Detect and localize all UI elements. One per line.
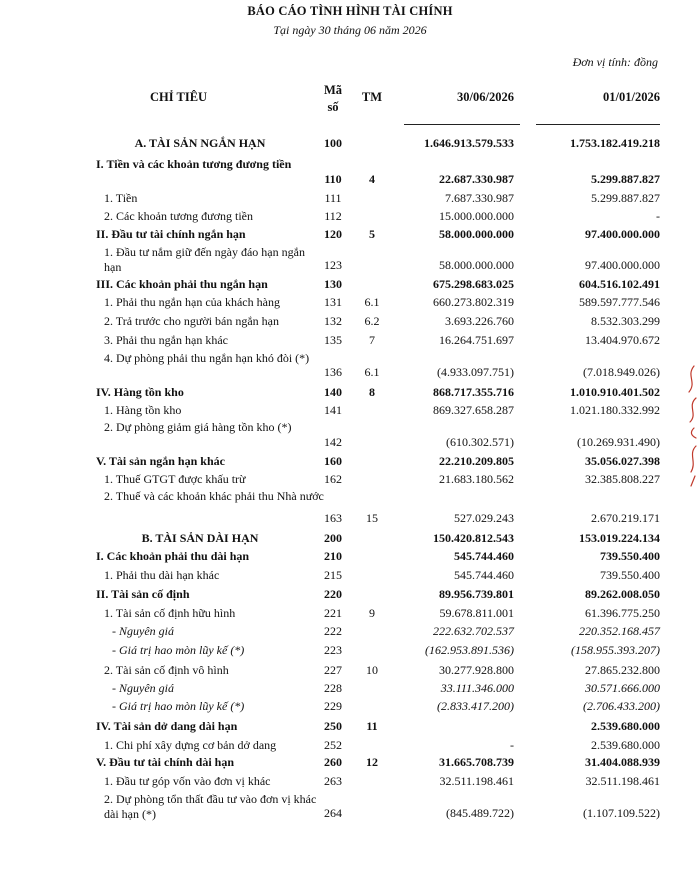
table-row	[0, 130, 700, 156]
table-row	[0, 585, 700, 604]
table-row	[0, 639, 700, 661]
header-code-line2: số	[327, 100, 339, 114]
row-indicator: 1. Hàng tồn kho	[104, 403, 182, 417]
row-code: 221	[324, 606, 342, 620]
row-code: 142	[324, 435, 342, 449]
table-row	[0, 680, 700, 697]
row-value-current: 21.683.180.562	[439, 472, 514, 486]
row-code: 222	[324, 624, 342, 638]
row-value-prior: 220.352.168.457	[579, 624, 660, 638]
row-value-current: 22.687.330.987	[439, 172, 514, 186]
row-value-prior: 89.262.008.050	[585, 587, 660, 601]
table-row	[0, 275, 700, 293]
row-code: 123	[324, 258, 342, 272]
header-underline-current	[404, 124, 520, 125]
row-code: 110	[324, 172, 342, 186]
table-row	[0, 312, 700, 331]
row-code: 140	[324, 385, 342, 399]
row-indicator: 4. Dự phòng phải thu ngắn hạn khó đòi (*)	[104, 351, 310, 365]
row-value-current: (610.302.571)	[446, 435, 514, 449]
row-value-current: 89.956.739.801	[439, 587, 514, 601]
row-value-prior: (2.706.433.200)	[583, 699, 660, 713]
row-value-current: -	[510, 738, 514, 752]
row-indicator: V. Đầu tư tài chính dài hạn	[96, 755, 235, 769]
row-value-current: 30.277.928.800	[439, 663, 514, 677]
row-code: 160	[324, 454, 342, 468]
row-value-current: 15.000.000.000	[439, 209, 514, 223]
header-code	[318, 82, 348, 116]
row-code: 215	[324, 568, 342, 582]
row-indicator: I. Các khoản phải thu dài hạn	[96, 549, 250, 563]
table-row	[0, 488, 700, 528]
row-note: 4	[369, 172, 375, 186]
table-row	[0, 419, 700, 452]
row-value-current: 868.717.355.716	[433, 385, 514, 399]
row-indicator: - Giá trị hao mòn lũy kế (*)	[112, 643, 245, 657]
row-note: 9	[369, 606, 375, 620]
row-value-prior: 27.865.232.800	[585, 663, 660, 677]
row-code: 223	[324, 643, 342, 657]
row-indicator: 1. Đầu tư góp vốn vào đơn vị khác	[104, 774, 271, 788]
table-row	[0, 754, 700, 771]
row-note: 7	[369, 333, 375, 347]
row-value-prior: 32.385.808.227	[585, 472, 660, 486]
row-value-prior: 739.550.400	[600, 549, 660, 563]
row-value-current: 3.693.226.760	[445, 314, 514, 328]
row-value-prior: 13.404.970.672	[585, 333, 660, 347]
row-code: 260	[324, 755, 342, 769]
row-value-prior: (1.107.109.522)	[583, 806, 660, 820]
row-note: 10	[366, 663, 378, 677]
row-indicator: 1. Phải thu dài hạn khác	[104, 568, 220, 582]
row-note: 6.1	[364, 365, 380, 379]
row-indicator: 2. Trả trước cho người bán ngắn hạn	[104, 314, 280, 328]
row-indicator: I. Tiền và các khoản tương đương tiền	[96, 157, 292, 171]
row-value-current: 32.511.198.461	[439, 774, 514, 788]
table-row	[0, 244, 700, 275]
row-value-prior: 31.404.088.939	[585, 755, 660, 769]
row-value-prior: (7.018.949.026)	[583, 365, 660, 379]
row-value-prior: 2.670.219.171	[591, 511, 660, 525]
row-indicator: 1. Đầu tư nắm giữ đến ngày đáo hạn ngắn hạn	[104, 245, 305, 274]
row-code: 100	[324, 136, 342, 150]
header-period-end: 30/06/2026	[457, 90, 514, 104]
row-value-current: 527.029.243	[454, 511, 514, 525]
row-indicator: II. Đầu tư tài chính ngắn hạn	[96, 227, 246, 241]
row-value-current: 675.298.683.025	[433, 277, 514, 291]
row-indicator: A. TÀI SẢN NGẮN HẠN	[134, 136, 266, 150]
row-value-current: 222.632.702.537	[433, 624, 514, 638]
row-value-prior: 61.396.775.250	[585, 606, 660, 620]
row-indicator: II. Tài sản cố định	[96, 587, 190, 601]
row-indicator: 3. Phải thu ngắn hạn khác	[104, 333, 228, 347]
header-code-line1: Mã	[323, 83, 343, 97]
table-row	[0, 737, 700, 754]
row-indicator: 1. Thuế GTGT được khấu trừ	[104, 472, 246, 486]
row-code: 131	[324, 295, 342, 309]
row-value-current: 869.327.658.287	[433, 403, 514, 417]
row-value-current: (2.833.417.200)	[437, 699, 514, 713]
table-row	[0, 697, 700, 716]
row-code: 200	[324, 531, 342, 545]
row-value-current: 31.665.708.739	[439, 755, 514, 769]
row-code: 135	[324, 333, 342, 347]
row-value-prior: 589.597.777.546	[579, 295, 660, 309]
row-note: 8	[369, 385, 375, 399]
row-value-current: 150.420.812.543	[433, 531, 514, 545]
row-value-prior: 32.511.198.461	[585, 774, 660, 788]
row-value-current: 16.264.751.697	[439, 333, 514, 347]
table-row	[0, 604, 700, 623]
table-row	[0, 565, 700, 585]
table-row	[0, 661, 700, 680]
row-value-prior: 739.550.400	[600, 568, 660, 582]
table-row	[0, 771, 700, 791]
table-row	[0, 331, 700, 350]
row-value-prior: 1.021.180.332.992	[570, 403, 660, 417]
row-indicator: - Nguyên giá	[112, 624, 174, 638]
row-indicator: IV. Tài sản dở dang dài hạn	[96, 719, 238, 733]
row-indicator: 2. Thuế và các khoản khác phải thu Nhà nước	[104, 489, 324, 503]
row-value-prior: (10.269.931.490)	[577, 435, 660, 449]
header-underline-prior	[536, 124, 660, 125]
row-indicator: 1. Tiền	[104, 191, 138, 205]
row-value-prior: 30.571.666.000	[585, 681, 660, 695]
row-indicator: - Giá trị hao mòn lũy kế (*)	[112, 699, 245, 713]
table-row	[0, 293, 700, 312]
currency-unit: Đơn vị tính: đồng	[572, 55, 658, 69]
row-indicator: - Nguyên giá	[112, 681, 174, 695]
row-value-prior: 1.753.182.419.218	[570, 136, 660, 150]
table-row	[0, 382, 700, 402]
row-code: 220	[324, 587, 342, 601]
row-value-current: (4.933.097.751)	[437, 365, 514, 379]
row-note: 5	[369, 227, 375, 241]
row-value-prior: 604.516.102.491	[579, 277, 660, 291]
row-code: 252	[324, 738, 342, 752]
row-value-prior: 97.400.000.000	[585, 258, 660, 272]
table-header	[0, 82, 700, 124]
row-note: 6.2	[364, 314, 380, 328]
row-value-prior: 2.539.680.000	[591, 719, 660, 733]
table-row	[0, 528, 700, 548]
row-code: 228	[324, 681, 342, 695]
table-row	[0, 350, 700, 382]
balance-sheet-rows	[0, 130, 700, 823]
row-indicator: IV. Hàng tồn kho	[96, 385, 184, 399]
row-value-current: 7.687.330.987	[445, 191, 514, 205]
row-value-prior: 153.019.224.134	[579, 531, 660, 545]
row-value-current: 545.744.460	[454, 568, 514, 582]
row-indicator: 2. Các khoản tương đương tiền	[104, 209, 254, 223]
row-indicator: B. TÀI SẢN DÀI HẠN	[141, 531, 259, 545]
row-value-prior: 97.400.000.000	[585, 227, 660, 241]
row-code: 264	[324, 806, 342, 820]
row-code: 132	[324, 314, 342, 328]
row-code: 162	[324, 472, 342, 486]
row-code: 250	[324, 719, 342, 733]
table-row	[0, 716, 700, 737]
report-date: Tại ngày 30 tháng 06 năm 2026	[273, 23, 427, 37]
row-value-prior: (158.955.393.207)	[571, 643, 660, 657]
row-indicator: 2. Tài sản cố định vô hình	[104, 663, 229, 677]
row-code: 120	[324, 227, 342, 241]
row-value-current: 59.678.811.001	[439, 606, 514, 620]
table-row	[0, 208, 700, 225]
row-value-current: 22.210.209.805	[439, 454, 514, 468]
row-indicator: III. Các khoản phải thu ngắn hạn	[96, 277, 268, 291]
header-indicator: CHỈ TIÊU	[150, 90, 208, 104]
table-row	[0, 402, 700, 419]
header-period-start: 01/01/2026	[603, 90, 660, 104]
row-value-current: 545.744.460	[454, 549, 514, 563]
table-row	[0, 452, 700, 471]
table-row	[0, 548, 700, 565]
table-row	[0, 225, 700, 244]
row-indicator: 1. Tài sản cố định hữu hình	[104, 606, 236, 620]
row-value-prior: -	[656, 209, 660, 223]
table-row	[0, 471, 700, 488]
row-value-prior: 8.532.303.299	[591, 314, 660, 328]
row-value-current: 33.111.346.000	[440, 681, 514, 695]
row-code: 263	[324, 774, 342, 788]
row-value-prior: 35.056.027.398	[585, 454, 660, 468]
table-row	[0, 623, 700, 639]
table-row	[0, 791, 700, 823]
row-code: 112	[324, 209, 342, 223]
row-code: 141	[324, 403, 342, 417]
row-value-prior: 2.539.680.000	[591, 738, 660, 752]
row-code: 130	[324, 277, 342, 291]
header-note: TM	[361, 90, 383, 104]
row-code: 229	[324, 699, 342, 713]
row-value-current: 58.000.000.000	[439, 227, 514, 241]
row-indicator: 1. Chi phí xây dựng cơ bản dở dang	[104, 738, 277, 752]
row-value-current: 58.000.000.000	[439, 258, 514, 272]
row-indicator: 2. Dự phòng giảm giá hàng tồn kho (*)	[104, 420, 292, 434]
handwritten-mark	[682, 362, 700, 492]
row-indicator: 2. Dự phòng tổn thất đầu tư vào đơn vị khác dài hạn (*)	[104, 792, 317, 821]
table-row	[0, 156, 700, 189]
row-value-prior: 5.299.887.827	[591, 191, 660, 205]
row-value-current: 1.646.913.579.533	[424, 136, 514, 150]
row-code: 136	[324, 365, 342, 379]
row-value-current: (845.489.722)	[446, 806, 514, 820]
row-value-current: (162.953.891.536)	[425, 643, 514, 657]
row-value-prior: 1.010.910.401.502	[570, 385, 660, 399]
row-code: 210	[324, 549, 342, 563]
report-title: BÁO CÁO TÌNH HÌNH TÀI CHÍNH	[247, 4, 453, 18]
row-note: 11	[366, 719, 378, 733]
row-code: 227	[324, 663, 342, 677]
row-indicator: 1. Phải thu ngắn hạn của khách hàng	[104, 295, 280, 309]
row-note: 12	[366, 755, 378, 769]
row-note: 6.1	[364, 295, 380, 309]
table-row	[0, 189, 700, 208]
row-code: 111	[324, 191, 342, 205]
row-indicator: V. Tài sản ngắn hạn khác	[96, 454, 225, 468]
row-code: 163	[324, 511, 342, 525]
row-value-prior: 5.299.887.827	[591, 172, 660, 186]
row-note: 15	[366, 511, 378, 525]
row-value-current: 660.273.802.319	[433, 295, 514, 309]
